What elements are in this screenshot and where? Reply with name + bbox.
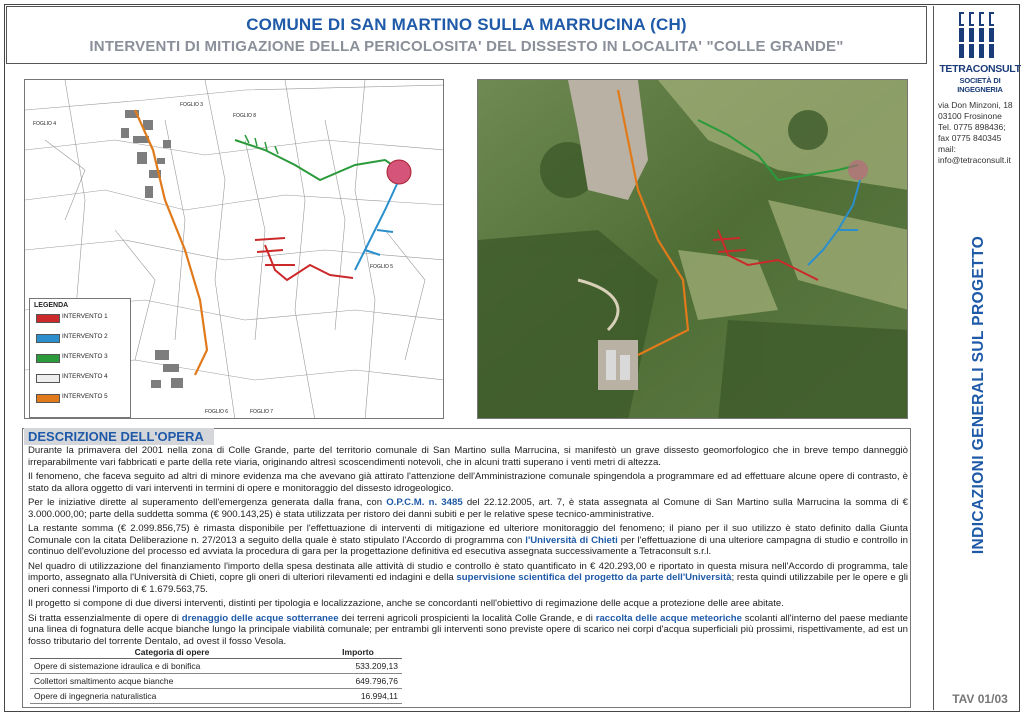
description-heading: DESCRIZIONE DELL'OPERA (24, 428, 214, 445)
highlight-drainage: drenaggio delle acque sotterranee (181, 612, 339, 624)
column-header: Categoria di opere (30, 646, 314, 659)
legend-label: INTERVENTO 3 (62, 353, 108, 360)
legend-swatch (36, 314, 60, 323)
map-label: FOGLIO 4 (33, 121, 57, 127)
aerial-photo (477, 79, 908, 419)
project-subtitle: INTERVENTI DI MITIGAZIONE DELLA PERICOLOSITA' DEL DISSESTO IN LOCALITA' "COLLE GRANDE" (89, 38, 844, 55)
legend-swatch (36, 394, 60, 403)
address-line: 03100 Frosinone (938, 111, 1002, 121)
paragraph-text: Si tratta essenzialmente di opere di (28, 612, 182, 624)
paragraph-text: Nel quadro di utilizzazione del finanziamento l'importo della spesa destinata alle attività di studio e controllo è stato quantificato in € 420.293,00 e riportato in questa misura nell'Accordo di programma, tale importo, assegnato alla l'Università di Chieti, copre gli oneri di ulteriori rilevamenti ed indagini e della (28, 560, 908, 583)
highlight-supervision: supervisione scientifica del progetto da parte dell'Università (456, 572, 732, 583)
sheet-code: TAV 01/03 (952, 692, 1008, 706)
paragraph (28, 613, 908, 648)
legend-swatch (36, 334, 60, 343)
paragraph-text: per l'effettuazione di una ulteriore campagna di studio e controllo in continuo dell'evoluzione del processo ed avviata la procedura di gara per la progettazione definitiva ed esecutiva assegnata successivamente a Tetraconsult s.r.l. (28, 534, 909, 557)
table-header-row (30, 646, 402, 659)
side-title (964, 215, 994, 575)
project-title: COMUNE DI SAN MARTINO SULLA MARRUCINA (CH) (246, 15, 687, 34)
map-legend (29, 298, 131, 418)
table-cell: 649.796,76 (314, 674, 402, 689)
paragraph-text: del 22.12.2005, art. 7, è stata assegnata al Comune di San Martino sulla Marrucina la somma di € 3.000.000,00; parte della suddetta somma (€ 900.143,25) è stata utilizzata per ristoro dei danni subiti e per le relative spese tecnico-amministrative. (28, 497, 909, 520)
table-cell: Opere di sistemazione idraulica e di bonifica (30, 659, 314, 674)
paragraph-text: dei terreni agricoli prospicienti la località Colle Grande, e di (338, 612, 596, 624)
legend-swatch (36, 354, 60, 363)
company-logo-icon (958, 10, 998, 62)
map-label: FOGLIO 8 (233, 113, 257, 119)
paragraph: Durante la primavera del 2001 nella zona di Colle Grande, parte del territorio comunale di San Martino sulla Marrucina, si manifestò un grave dissesto geomorfologico che in breve tempo danneggiò irreparabilmente vari fabbricati e parte della rete viaria, originando altresì scoscendimenti notevoli, che in alcuni tratti superano i venti metri di altezza. (28, 445, 908, 468)
landslide-marker (387, 160, 411, 184)
paragraph (28, 523, 908, 558)
cadastral-map (24, 79, 444, 419)
map-label: FOGLIO 3 (180, 102, 204, 108)
column-header: Importo (314, 646, 402, 659)
highlight-opcm: O.P.C.M. n. 3485 (386, 497, 463, 508)
table-cell: Collettori smaltimento acque bianche (30, 674, 314, 689)
address-line: fax 0775 840345 (938, 133, 1002, 143)
legend-item (30, 349, 130, 369)
table-cell: Opere di ingegneria naturalistica (30, 689, 314, 704)
legend-item (30, 389, 130, 409)
highlight-rainwater: raccolta delle acque meteoriche (595, 612, 742, 624)
table-row (30, 674, 402, 689)
table-row (30, 689, 402, 704)
company-name: TETRACONSULT (939, 63, 1021, 75)
intervento-1-line (255, 238, 353, 280)
legend-label: INTERVENTO 5 (62, 393, 108, 400)
legend-item (30, 309, 130, 329)
legend-title: LEGENDA (34, 302, 69, 309)
map-label: FOGLIO 7 (250, 409, 274, 415)
map-label: FOGLIO 5 (370, 264, 394, 270)
paragraph: Il fenomeno, che faceva seguito ad altri di minore evidenza ma che avevano già attirato l'attenzione dell'Amministrazione comunale spingendola a programmare ed ad effettuare alcune opere di contrasto, è stato da allora oggetto di vari interventi in termini di opere e monitoraggio del dissesto idrogeologico. (28, 471, 908, 494)
side-title-text: INDICAZIONI GENERALI SUL PROGETTO (970, 235, 987, 555)
table-row (30, 659, 402, 674)
highlight-university: l'Università di Chieti (525, 534, 618, 546)
legend-item (30, 369, 130, 389)
company-address (938, 100, 1022, 166)
legend-swatch (36, 374, 60, 383)
paragraph-text: ; resta quindi utilizzabile per le opere e gli oneri connessi l'importo di € 1.679.563,75. (28, 572, 908, 595)
aerial-photo-drawing (478, 80, 908, 419)
address-line: Tel. 0775 898436; (938, 122, 1006, 132)
description-text (28, 445, 908, 650)
address-line: via Don Minzoni, 18 (938, 100, 1013, 110)
paragraph-text: Per le iniziative dirette al superamento dell'emergenza generata dalla frana, con (28, 497, 387, 508)
table-cell: 16.994,11 (314, 689, 402, 704)
paragraph-text: La restante somma (€ 2.099.856,75) è rimasta disponibile per l'effettuazione di interventi di mitigazione ed ulteriore monitoraggio del fenomeno; il piano per il suo utilizzo è stato definito dalla Giunta Comunale con la citata Deliberazione n. 27/2013 a seguito della quale è stato stipulato l'Accordo di programma con (28, 523, 908, 546)
title-block (6, 6, 927, 64)
legend-label: INTERVENTO 1 (62, 313, 108, 320)
paragraph: Il progetto si compone di due diversi interventi, distinti per tipologia e localizzazione, anche se concordanti nell'obiettivo di regimazione delle acque a protezione delle aree abitate. (28, 598, 784, 609)
legend-label: INTERVENTO 2 (62, 333, 108, 340)
map-label: FOGLIO 6 (205, 409, 229, 415)
intervento-2-line (355, 184, 397, 270)
address-line: mail: info@tetraconsult.it (938, 144, 1011, 165)
paragraph (28, 561, 908, 596)
legend-label: INTERVENTO 4 (62, 373, 108, 380)
company-subtitle: SOCIETÀ DI INGEGNERIA (957, 76, 1003, 94)
legend-item (30, 329, 130, 349)
paragraph (28, 497, 908, 520)
table-cell: 533.209,13 (314, 659, 402, 674)
costs-table (30, 646, 402, 704)
paragraph-text: scolanti all'interno del paese mediante una linea di fognatura delle acque bianche lungo la principale viabilità comunale; per entrambi gli interventi sono previste opere di scarico nei corpi d'acqua superficiali più prossimi, rispettivamente, ad est un fosso tributario del torrente Dentalo, ad ovest il fosso Vesola. (28, 612, 908, 647)
intervento-3-line (235, 140, 400, 180)
